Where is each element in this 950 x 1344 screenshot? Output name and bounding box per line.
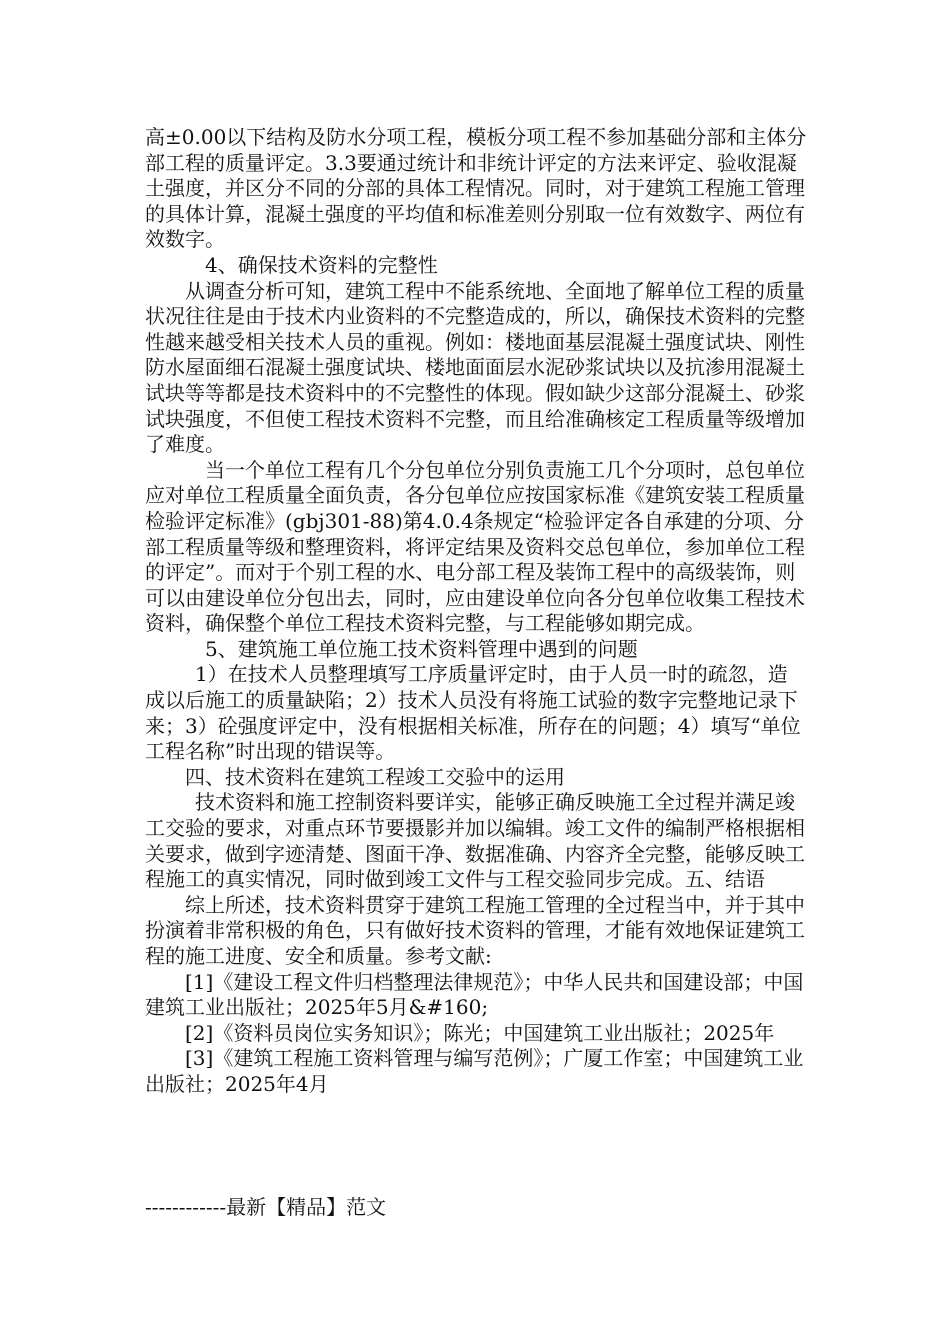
page-footer: ------------最新【精品】范文	[145, 1195, 387, 1219]
paragraph-subcontracting: 当一个单位工程有几个分包单位分别负责施工几个分项时，总包单位应对单位工程质量全面负责，各分包单位应按国家标准《建筑安装工程质量检验评定标准》(gbj301-88)第4.0.4条规定“检验评定各自承建的分项、分部工程质量等级和整理资料，将评定结果及资料交总包单位，参加单位工程的评定”。而对于个别工程的水、电分部工程及装饰工程中的高级装饰，则可以由建设单位分包出去，同时，应由建设单位向各分包单位收集工程技术资料，确保整个单位工程技术资料完整，与工程能够如期完成。	[145, 457, 805, 636]
heading-completion-acceptance: 四、技术资料在建筑工程竣工交验中的运用	[185, 764, 565, 789]
paragraph-problems-list: 1）在技术人员整理填写工序质量评定时，由于人员一时的疏忽，造成以后施工的质量缺陷；2）技术人员没有将施工试验的数字完整地记录下来；3）砼强度评定中，没有根据相关标准，所存在的问题；4）填写“单位工程名称”时出现的错误等。	[145, 662, 801, 764]
reference-item-3: [3]《建筑工程施工资料管理与编写范例》；广厦工作室；中国建筑工业出版社；2025年4月	[145, 1046, 804, 1096]
paragraph-investigation-analysis: 从调查分析可知，建筑工程中不能系统地、全面地了解单位工程的质量状况往往是由于技术内业资料的不完整造成的，所以，确保技术资料的完整性越来越受相关技术人员的重视。例如：楼地面基层混凝土强度试块、刚性防水屋面细石混凝土强度试块、楼地面面层水泥砂浆试块以及抗渗用混凝土试块等等都是技术资料中的不完整性的体现。假如缺少这部分混凝土、砂浆试块强度，不但使工程技术资料不完整，而且给准确核定工程质量等级增加了难度。	[145, 278, 805, 457]
document-body	[145, 125, 807, 1098]
paragraph-quality-evaluation: 高±0.00以下结构及防水分项工程，模板分项工程不参加基础分部和主体分部工程的质量评定。3.3要通过统计和非统计评定的方法来评定、验收混凝土强度，并区分不同的分部的具体工程情况。同时，对于建筑工程施工管理的具体计算，混凝土强度的平均值和标准差则分别取一位有效数字、两位有效数字。	[145, 125, 807, 252]
heading-ensure-completeness: 4、确保技术资料的完整性	[205, 252, 438, 277]
reference-item-2: [2]《资料员岗位实务知识》；陈光；中国建筑工业出版社；2025年	[185, 1020, 775, 1045]
paragraph-completion-documents: 技术资料和施工控制资料要详实，能够正确反映施工全过程并满足竣工交验的要求，对重点环节要摄影并加以编辑。竣工文件的编制严格根据相关要求，做到字迹清楚、图面干净、数据准确、内容齐全完整，能够反映工程施工的真实情况，同时做到竣工文件与工程交验同步完成。五、结语	[145, 790, 805, 892]
heading-management-problems: 5、建筑施工单位施工技术资料管理中遇到的问题	[205, 636, 638, 661]
reference-item-1: [1]《建设工程文件归档整理法律规范》；中华人民共和国建设部；中国建筑工业出版社；2025年5月&#160;	[145, 969, 804, 1020]
paragraph-conclusion: 综上所述，技术资料贯穿于建筑工程施工管理的全过程当中，并于其中扮演着非常积极的角色，只有做好技术资料的管理，才能有效地保证建筑工程的施工进度、安全和质量。参考文献:	[145, 892, 805, 968]
